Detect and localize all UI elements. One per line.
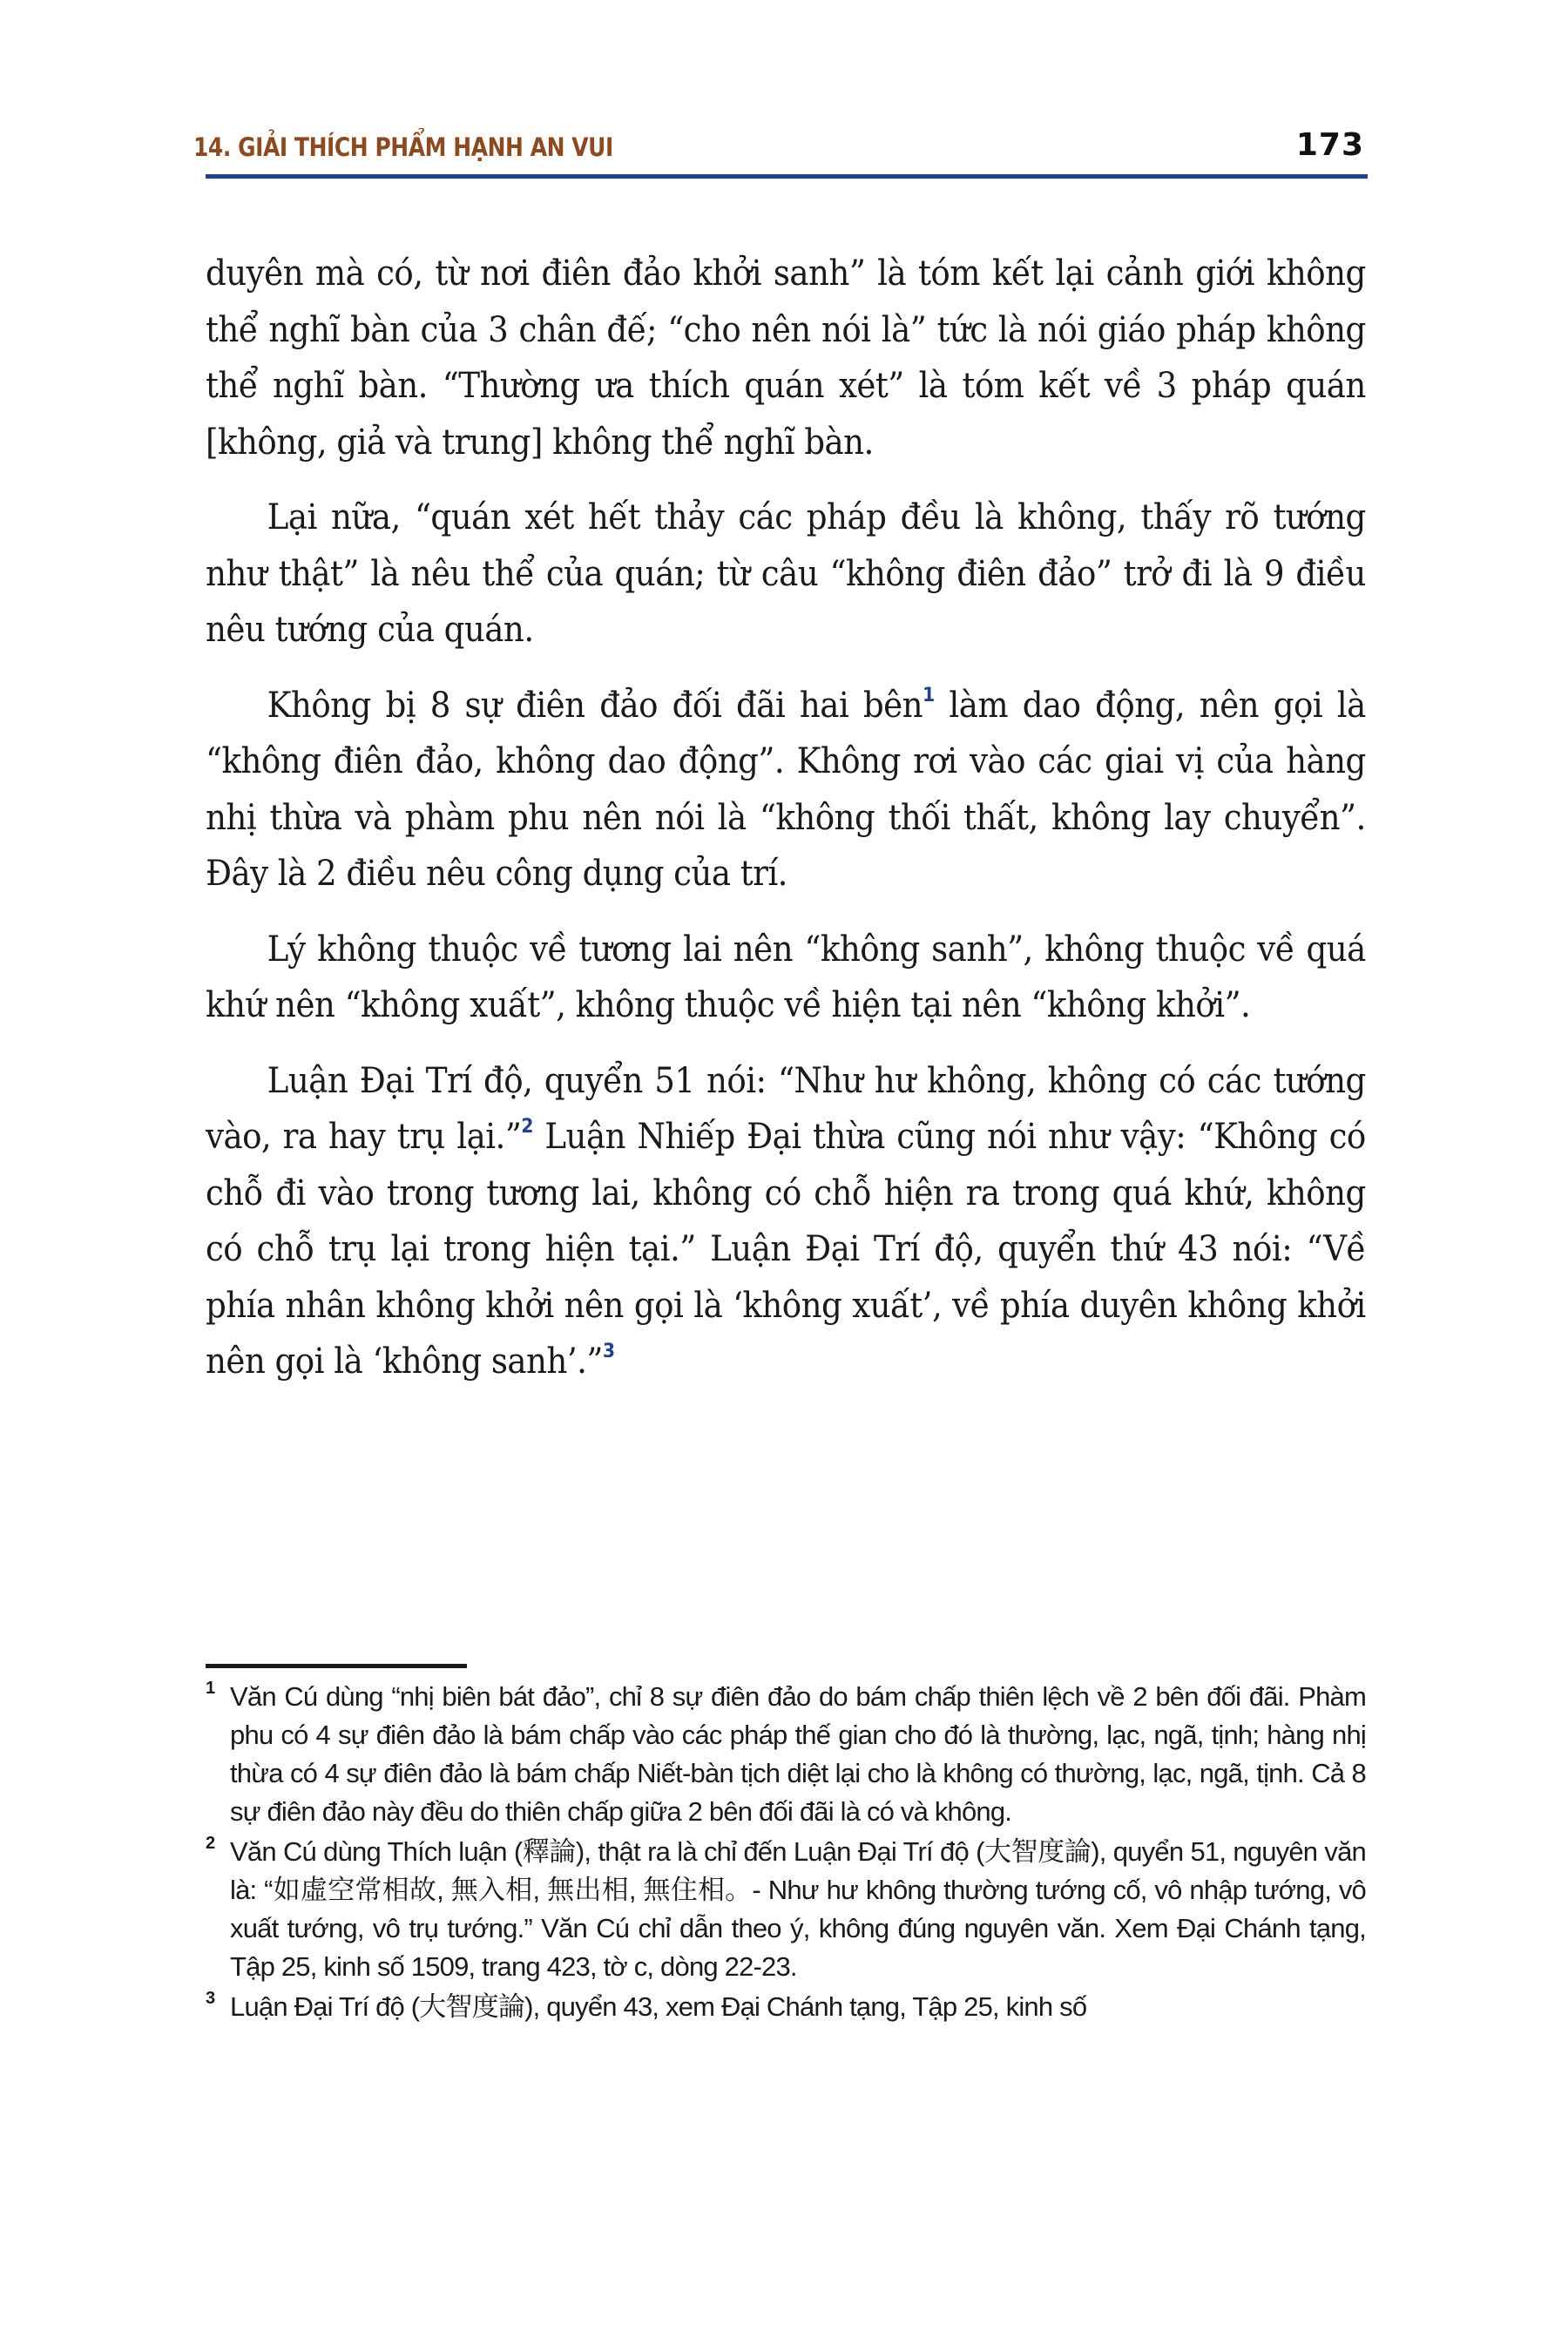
paragraph: Lý không thuộc về tương lai nên “không sanh”, không thuộc về quá khứ nên “không xuất”, không thuộc về hiện tại nên “không khởi”. [206, 929, 1366, 1025]
footnotes [206, 1678, 1366, 2028]
footnote-ref-1[interactable]: 1 [923, 684, 935, 706]
body-text [206, 246, 1366, 1409]
chapter-title: 14. GIẢI THÍCH PHẨM HẠNH AN VUI [193, 132, 613, 162]
footnote-number: 2 [206, 1834, 215, 1853]
footnote-number: 3 [206, 1989, 215, 2008]
page-number: 173 [1295, 127, 1364, 163]
footnote-number: 1 [206, 1679, 215, 1698]
paragraph [206, 678, 1366, 902]
header-rule [206, 174, 1368, 179]
paragraph: Lại nữa, “quán xét hết thảy các pháp đều là không, thấy rõ tướng như thật” là nêu thể của quán; từ câu “không điên đảo” trở đi là 9 điều nêu tướng của quán. [206, 497, 1366, 650]
footnote-3 [206, 1988, 1366, 2026]
paragraph-text: Luận Nhiếp Đại thừa cũng nói như vậy: “Không có chỗ đi vào trong tương lai, không có chỗ hiện ra trong quá khứ, không có chỗ trụ lại trong hiện tại.” Luận Đại Trí độ, quyển thứ 43 nói: “Về phía nhân không khởi nên gọi là ‘không xuất’, về phía duyên không khởi nên gọi là ‘không sanh’.” [206, 1117, 1366, 1382]
footnote-text: Văn Cú dùng Thích luận (釋論), thật ra là chỉ đến Luận Đại Trí độ (大智度論), quyển 51, nguyên văn là: “如虛空常相故, 無入相, 無出相, 無住相。- Như hư không thường tướng cố, vô nhập tướng, vô xuất tướng, vô trụ tướng.” Văn Cú chỉ dẫn theo ý, không đúng nguyên văn. Xem Đại Chánh tạng, Tập 25, kinh số 1509, trang 423, tờ c, dòng 22-23. [230, 1836, 1366, 1982]
paragraph-text: Không bị 8 sự điên đảo đối đãi hai bên [267, 685, 923, 726]
footnote-1 [206, 1678, 1366, 1831]
footnote-ref-3[interactable]: 3 [602, 1341, 615, 1362]
paragraph-text: Luận Đại Trí độ, quyển 51 nói: “Như hư không, không có các tướng vào, ra hay trụ lại.” [206, 1060, 1366, 1157]
footnote-2 [206, 1833, 1366, 1986]
paragraph [206, 1053, 1366, 1390]
footnote-text: Văn Cú dùng “nhị biên bát đảo”, chỉ 8 sự điên đảo do bám chấp thiên lệch về 2 bên đối đãi. Phàm phu có 4 sự điên đảo là bám chấp vào các pháp thế gian cho đó là thường, lạc, ngã, tịnh; hàng nhị thừa có 4 sự điên đảo là bám chấp Niết-bàn tịch diệt lại cho là không có thường, lạc, ngã, tịnh. Cả 8 sự điên đảo này đều do thiên chấp giữa 2 bên đối đãi là có và không. [230, 1681, 1366, 1827]
footnote-text: Luận Đại Trí độ (大智度論), quyển 43, xem Đại Chánh tạng, Tập 25, kinh số [230, 1991, 1087, 2022]
paragraph-text: làm dao động, nên gọi là “không điên đảo, không dao động”. Không rơi vào các giai vị của hàng nhị thừa và phàm phu nên nói là “không thối thất, không lay chuyển”. Đây là 2 điều nêu công dụng của trí. [206, 685, 1366, 894]
footnote-separator [206, 1664, 467, 1668]
footnote-ref-2[interactable]: 2 [521, 1116, 533, 1138]
paragraph: duyên mà có, từ nơi điên đảo khởi sanh” là tóm kết lại cảnh giới không thể nghĩ bàn của 3 chân đế; “cho nên nói là” tức là nói giáo pháp không thể nghĩ bàn. “Thường ưa thích quán xét” là tóm kết về 3 pháp quán [không, giả và trung] không thể nghĩ bàn. [206, 253, 1366, 463]
running-header [193, 127, 1369, 171]
